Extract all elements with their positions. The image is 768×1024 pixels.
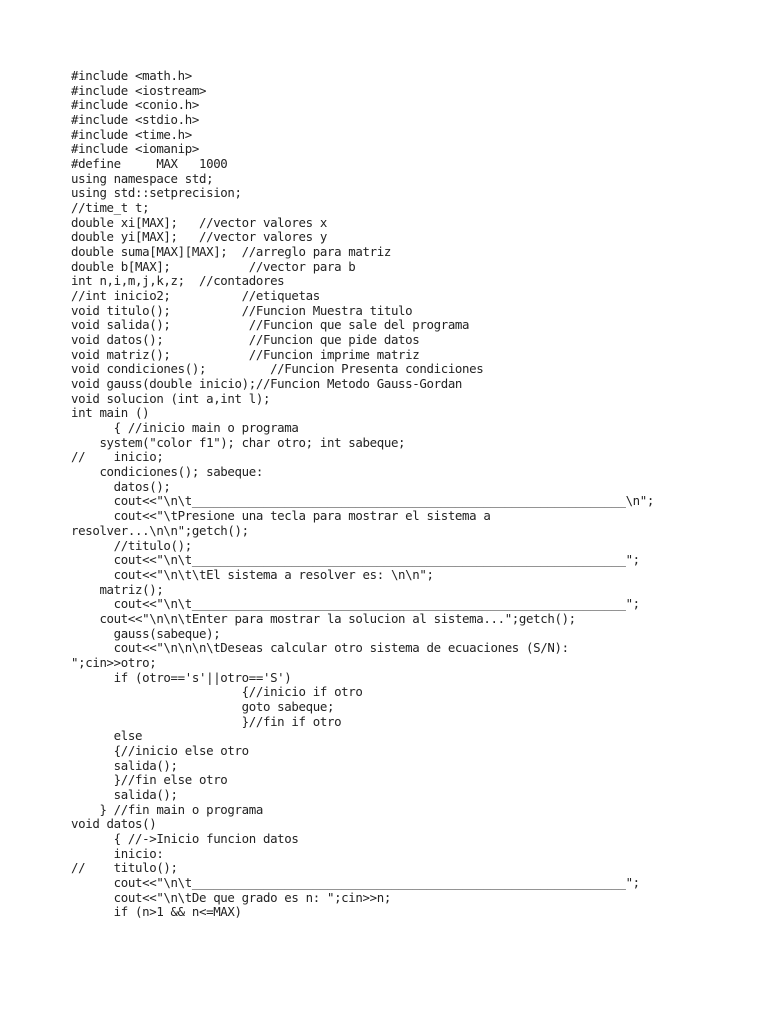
code-line: using namespace std;: [71, 170, 214, 186]
code-line: int n,i,m,j,k,z; //contadores: [71, 273, 285, 289]
code-line: void condiciones(); //Funcion Presenta condiciones: [71, 361, 484, 377]
code-line: int main (): [71, 405, 150, 421]
code-line: //int inicio2; //etiquetas: [71, 288, 320, 304]
code-listing: [71, 69, 751, 920]
code-line: double yi[MAX]; //vector valores y: [71, 229, 327, 245]
code-line: //titulo();: [71, 537, 192, 553]
code-line: cout<<"\n\t\tEl sistema a resolver es: \n\n";: [71, 566, 434, 582]
code-line: cout<<"\n\t_____________________________________________________________";: [71, 552, 640, 568]
code-line: matriz();: [71, 581, 164, 597]
code-line: {//inicio if otro: [71, 684, 363, 700]
code-line: // titulo();: [71, 860, 178, 876]
code-line: } //fin main o programa: [71, 801, 263, 817]
code-line: datos();: [71, 478, 171, 494]
code-line: if (n>1 && n<=MAX): [71, 904, 242, 920]
code-line: //time_t t;: [71, 200, 150, 216]
code-line: void datos(); //Funcion que pide datos: [71, 332, 420, 348]
code-line: void gauss(double inicio);//Funcion Metodo Gauss-Gordan: [71, 376, 463, 392]
code-line: { //->Inicio funcion datos: [71, 830, 299, 846]
code-line: #include <iostream>: [71, 82, 207, 98]
code-line: using std::setprecision;: [71, 185, 242, 201]
code-line: { //inicio main o programa: [71, 420, 299, 436]
code-line: }//fin if otro: [71, 713, 342, 729]
code-line: cout<<"\n\tDe que grado es n: ";cin>>n;: [71, 889, 391, 905]
code-line: }//fin else otro: [71, 772, 228, 788]
code-line: if (otro=='s'||otro=='S'): [71, 669, 292, 685]
code-line: #define MAX 1000: [71, 156, 228, 172]
code-line: gauss(sabeque);: [71, 625, 221, 641]
code-line: #include <time.h>: [71, 126, 192, 142]
code-line: cout<<"\n\n\tEnter para mostrar la solucion al sistema...";getch();: [71, 610, 576, 626]
code-line: cout<<"\n\t_____________________________________________________________";: [71, 874, 640, 890]
code-line: double suma[MAX][MAX]; //arreglo para matriz: [71, 244, 391, 260]
code-line: cout<<"\tPresione una tecla para mostrar el sistema a: [71, 508, 491, 524]
code-line: {//inicio else otro: [71, 742, 249, 758]
code-line: double b[MAX]; //vector para b: [71, 258, 356, 274]
code-line: void salida(); //Funcion que sale del programa: [71, 317, 470, 333]
code-line: #include <conio.h>: [71, 97, 199, 113]
code-line: goto sabeque;: [71, 698, 335, 714]
code-line: cout<<"\n\n\n\tDeseas calcular otro sistema de ecuaciones (S/N):: [71, 640, 569, 656]
code-line: void matriz(); //Funcion imprime matriz: [71, 346, 420, 362]
code-line: double xi[MAX]; //vector valores x: [71, 214, 327, 230]
code-line: void solucion (int a,int l);: [71, 390, 271, 406]
code-line: #include <stdio.h>: [71, 112, 199, 128]
code-line: cout<<"\n\t_____________________________________________________________";: [71, 596, 640, 612]
code-line: salida();: [71, 786, 178, 802]
code-line: cout<<"\n\t_____________________________________________________________\n";: [71, 493, 655, 509]
code-line: resolver...\n\n";getch();: [71, 522, 249, 538]
code-line: else: [71, 728, 143, 744]
code-line: inicio:: [71, 845, 164, 861]
code-line: void titulo(); //Funcion Muestra titulo: [71, 302, 413, 318]
code-line: // inicio;: [71, 449, 164, 465]
code-line: system("color f1"); char otro; int sabeque;: [71, 434, 406, 450]
code-line: #include <math.h>: [71, 68, 192, 83]
code-line: void datos(): [71, 816, 157, 832]
code-line: condiciones(); sabeque:: [71, 464, 263, 480]
code-line: ";cin>>otro;: [71, 654, 157, 670]
code-line: salida();: [71, 757, 178, 773]
code-line: #include <iomanip>: [71, 141, 199, 157]
